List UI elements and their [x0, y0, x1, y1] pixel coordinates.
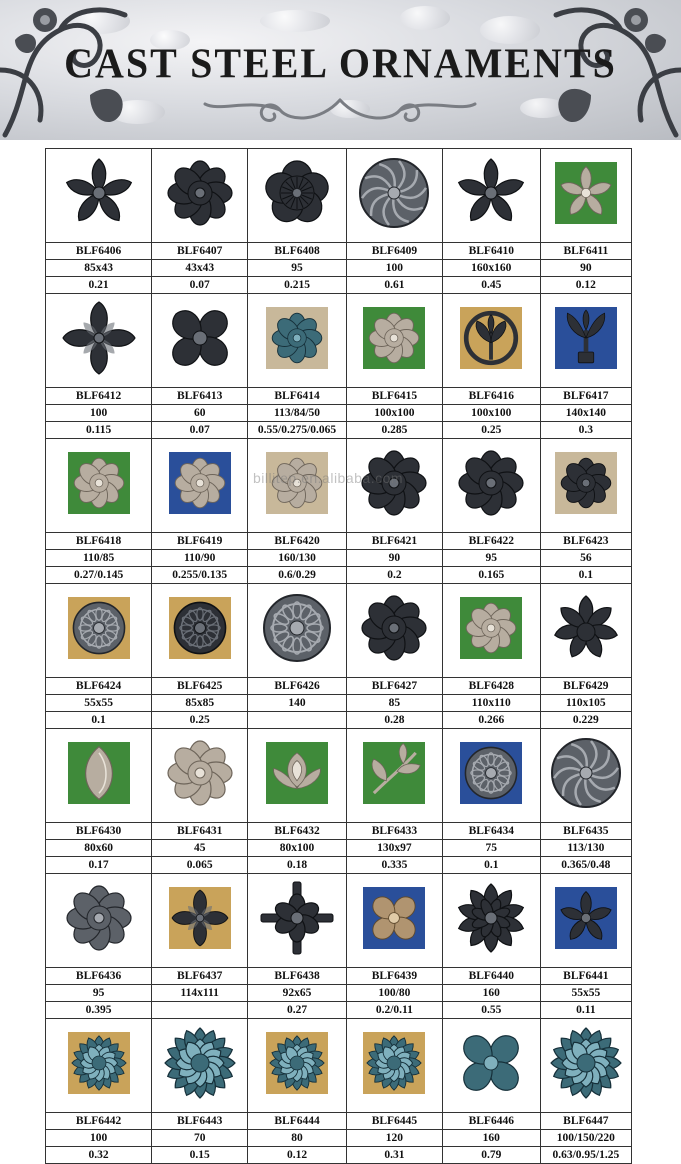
product-size: 55x55 [540, 985, 631, 1002]
four-petal-icon [363, 880, 425, 956]
code-row [46, 968, 632, 985]
product-size: 90 [346, 550, 442, 567]
product-size: 90 [540, 260, 631, 277]
product-image-cell [46, 294, 152, 388]
product-size: 110/85 [46, 550, 152, 567]
product-image-cell [248, 1019, 347, 1113]
product-code: BLF6415 [346, 388, 442, 405]
product-weight: 0.79 [442, 1147, 540, 1164]
product-size: 55x55 [46, 695, 152, 712]
product-weight: 0.365/0.48 [540, 857, 631, 874]
product-weight: 0.25 [442, 422, 540, 439]
product-image-cell [248, 294, 347, 388]
product-size: 100x100 [346, 405, 442, 422]
ring-disc-icon [169, 590, 231, 666]
product-image-cell [442, 584, 540, 678]
product-weight: 0.1 [442, 857, 540, 874]
product-weight: 0.215 [248, 277, 347, 294]
product-image-cell [248, 874, 347, 968]
product-image-cell [540, 874, 631, 968]
product-image-cell [152, 294, 248, 388]
product-code: BLF6413 [152, 388, 248, 405]
header-banner [0, 0, 681, 140]
rosette-icon [59, 878, 139, 958]
finial-icon [555, 300, 617, 376]
weight-row [46, 277, 632, 294]
product-size: 100x100 [442, 405, 540, 422]
product-code: BLF6439 [346, 968, 442, 985]
product-code: BLF6443 [152, 1113, 248, 1130]
swirl-divider-icon [200, 92, 480, 132]
product-size: 85x85 [152, 695, 248, 712]
weight-row [46, 1002, 632, 1019]
product-image-cell [540, 294, 631, 388]
product-image-cell [248, 729, 347, 823]
product-weight: 0.065 [152, 857, 248, 874]
weight-row [46, 422, 632, 439]
product-code: BLF6429 [540, 678, 631, 695]
product-code: BLF6417 [540, 388, 631, 405]
product-code: BLF6412 [46, 388, 152, 405]
product-code: BLF6419 [152, 533, 248, 550]
size-row [46, 405, 632, 422]
product-image-cell [346, 584, 442, 678]
product-weight: 0.285 [346, 422, 442, 439]
product-image-cell [46, 439, 152, 533]
product-image-cell [346, 294, 442, 388]
product-image-cell [346, 149, 442, 243]
product-code: BLF6432 [248, 823, 347, 840]
product-image-cell [540, 1019, 631, 1113]
product-code: BLF6440 [442, 968, 540, 985]
weight-row [46, 1147, 632, 1164]
rosette-icon [555, 445, 617, 521]
rosette-icon [354, 443, 434, 523]
product-weight: 0.6/0.29 [248, 567, 347, 584]
size-row [46, 695, 632, 712]
product-size: 85x43 [46, 260, 152, 277]
swirl-disc-icon [354, 153, 434, 233]
product-size: 95 [46, 985, 152, 1002]
water-drop [400, 6, 450, 30]
product-size: 110x105 [540, 695, 631, 712]
product-code: BLF6420 [248, 533, 347, 550]
image-row [46, 584, 632, 678]
product-code: BLF6418 [46, 533, 152, 550]
product-code: BLF6447 [540, 1113, 631, 1130]
product-image-cell [346, 439, 442, 533]
product-code: BLF6407 [152, 243, 248, 260]
product-code: BLF6422 [442, 533, 540, 550]
product-weight: 0.266 [442, 712, 540, 729]
product-image-cell [152, 149, 248, 243]
product-code: BLF6444 [248, 1113, 347, 1130]
product-image-cell [346, 729, 442, 823]
product-image-cell [540, 729, 631, 823]
sunflower-icon [160, 1023, 240, 1103]
weight-row [46, 712, 632, 729]
product-weight: 0.15 [152, 1147, 248, 1164]
product-weight: 0.27 [248, 1002, 347, 1019]
product-weight: 0.12 [540, 277, 631, 294]
product-size: 110/90 [152, 550, 248, 567]
product-weight: 0.395 [46, 1002, 152, 1019]
product-image-cell [152, 874, 248, 968]
product-size: 100 [46, 1130, 152, 1147]
product-size: 45 [152, 840, 248, 857]
product-size: 120 [346, 1130, 442, 1147]
product-size: 140 [248, 695, 347, 712]
product-image-cell [248, 584, 347, 678]
product-code: BLF6442 [46, 1113, 152, 1130]
product-code: BLF6435 [540, 823, 631, 840]
product-weight: 0.229 [540, 712, 631, 729]
product-code: BLF6410 [442, 243, 540, 260]
product-weight [248, 712, 347, 729]
product-table [45, 148, 632, 1164]
quatrefoil-icon [59, 298, 139, 378]
image-row [46, 1019, 632, 1113]
lotus-icon [266, 735, 328, 811]
rosette-icon [169, 445, 231, 521]
code-row [46, 243, 632, 260]
product-weight: 0.63/0.95/1.25 [540, 1147, 631, 1164]
code-row [46, 388, 632, 405]
product-size: 80x100 [248, 840, 347, 857]
product-size: 43x43 [152, 260, 248, 277]
product-size: 113/130 [540, 840, 631, 857]
five-petal-flower-icon [59, 153, 139, 233]
product-size: 100/150/220 [540, 1130, 631, 1147]
five-petal-flower-icon [555, 155, 617, 231]
product-code: BLF6441 [540, 968, 631, 985]
product-weight: 0.1 [540, 567, 631, 584]
cone-leaf-icon [68, 735, 130, 811]
product-weight: 0.3 [540, 422, 631, 439]
four-petal-icon [451, 1023, 531, 1103]
product-code: BLF6416 [442, 388, 540, 405]
product-size: 130x97 [346, 840, 442, 857]
product-image-cell [540, 149, 631, 243]
product-code: BLF6437 [152, 968, 248, 985]
product-weight: 0.61 [346, 277, 442, 294]
product-code: BLF6406 [46, 243, 152, 260]
rosette-icon [266, 300, 328, 376]
water-drop [260, 10, 330, 32]
product-image-cell [346, 1019, 442, 1113]
four-petal-icon [160, 298, 240, 378]
product-weight: 0.21 [46, 277, 152, 294]
product-weight: 0.07 [152, 277, 248, 294]
product-size: 160 [442, 985, 540, 1002]
product-weight: 0.32 [46, 1147, 152, 1164]
product-code: BLF6409 [346, 243, 442, 260]
product-size: 160x160 [442, 260, 540, 277]
rosette-icon [460, 590, 522, 666]
rosette-icon [266, 445, 328, 521]
product-size: 140x140 [540, 405, 631, 422]
size-row [46, 985, 632, 1002]
rosette-icon [354, 588, 434, 668]
rosette-icon [160, 153, 240, 233]
product-size: 70 [152, 1130, 248, 1147]
product-image-cell [540, 584, 631, 678]
sunflower-icon [266, 1025, 328, 1101]
ring-disc-icon [257, 588, 337, 668]
code-row [46, 823, 632, 840]
product-size: 100 [346, 260, 442, 277]
image-row [46, 729, 632, 823]
weight-row [46, 567, 632, 584]
quatrefoil-icon [169, 880, 231, 956]
product-weight: 0.55/0.275/0.065 [248, 422, 347, 439]
product-weight: 0.335 [346, 857, 442, 874]
product-image-cell [152, 1019, 248, 1113]
product-weight: 0.1 [46, 712, 152, 729]
product-code: BLF6414 [248, 388, 347, 405]
code-row [46, 1113, 632, 1130]
product-image-cell [152, 729, 248, 823]
leaf-branch-icon [363, 735, 425, 811]
five-petal-flower-icon [451, 153, 531, 233]
product-code: BLF6445 [346, 1113, 442, 1130]
product-size: 85 [346, 695, 442, 712]
rosette-icon [160, 733, 240, 813]
product-weight: 0.11 [540, 1002, 631, 1019]
image-row [46, 149, 632, 243]
product-size: 110x110 [442, 695, 540, 712]
product-image-cell [346, 874, 442, 968]
ring-disc-icon [68, 590, 130, 666]
size-row [46, 260, 632, 277]
product-weight: 0.12 [248, 1147, 347, 1164]
image-row [46, 439, 632, 533]
product-image-cell [442, 149, 540, 243]
product-size: 92x65 [248, 985, 347, 1002]
cross-flower-icon [257, 878, 337, 958]
product-code: BLF6433 [346, 823, 442, 840]
product-weight: 0.31 [346, 1147, 442, 1164]
product-image-cell [46, 584, 152, 678]
rosette-icon [451, 443, 531, 523]
product-image-cell [46, 729, 152, 823]
product-code: BLF6411 [540, 243, 631, 260]
product-image-cell [46, 149, 152, 243]
product-image-cell [46, 1019, 152, 1113]
product-code: BLF6408 [248, 243, 347, 260]
product-weight: 0.28 [346, 712, 442, 729]
product-code: BLF6425 [152, 678, 248, 695]
product-size: 100 [46, 405, 152, 422]
product-code: BLF6434 [442, 823, 540, 840]
image-row [46, 294, 632, 388]
product-size: 160 [442, 1130, 540, 1147]
five-petal-flower-icon [555, 880, 617, 956]
product-weight: 0.55 [442, 1002, 540, 1019]
product-size: 56 [540, 550, 631, 567]
swirl-disc-icon [546, 733, 626, 813]
product-weight: 0.18 [248, 857, 347, 874]
product-size: 80x60 [46, 840, 152, 857]
product-code: BLF6426 [248, 678, 347, 695]
star-flower-icon [451, 878, 531, 958]
product-weight: 0.45 [442, 277, 540, 294]
product-image-cell [442, 874, 540, 968]
watermark: billitep.en.alibaba.com [253, 470, 404, 486]
product-image-cell [540, 439, 631, 533]
product-size: 60 [152, 405, 248, 422]
size-row [46, 840, 632, 857]
product-image-cell [442, 1019, 540, 1113]
product-image-cell [442, 729, 540, 823]
product-image-cell [248, 439, 347, 533]
product-code: BLF6431 [152, 823, 248, 840]
product-code: BLF6428 [442, 678, 540, 695]
product-size: 100/80 [346, 985, 442, 1002]
weight-row [46, 857, 632, 874]
product-image-cell [152, 584, 248, 678]
product-code: BLF6446 [442, 1113, 540, 1130]
product-weight: 0.17 [46, 857, 152, 874]
product-code: BLF6430 [46, 823, 152, 840]
product-code: BLF6436 [46, 968, 152, 985]
product-weight: 0.165 [442, 567, 540, 584]
size-row [46, 1130, 632, 1147]
ring-disc-icon [460, 735, 522, 811]
rosette-icon [68, 445, 130, 521]
ribbed-rosette-icon [257, 153, 337, 233]
sunflower-icon [363, 1025, 425, 1101]
product-code: BLF6421 [346, 533, 442, 550]
product-image-cell [46, 874, 152, 968]
product-size: 114x111 [152, 985, 248, 1002]
page-title: CAST STEEL ORNAMENTS [64, 39, 617, 88]
product-image-cell [152, 439, 248, 533]
product-weight: 0.27/0.145 [46, 567, 152, 584]
product-image-cell [248, 149, 347, 243]
product-code: BLF6438 [248, 968, 347, 985]
product-weight: 0.2/0.11 [346, 1002, 442, 1019]
product-code: BLF6424 [46, 678, 152, 695]
product-image-cell [442, 294, 540, 388]
code-row [46, 533, 632, 550]
product-weight: 0.07 [152, 422, 248, 439]
product-weight [152, 1002, 248, 1019]
size-row [46, 550, 632, 567]
product-code: BLF6427 [346, 678, 442, 695]
product-code: BLF6423 [540, 533, 631, 550]
sunflower-icon [546, 1023, 626, 1103]
product-weight: 0.2 [346, 567, 442, 584]
product-weight: 0.115 [46, 422, 152, 439]
sunflower-icon [68, 1025, 130, 1101]
product-size: 160/130 [248, 550, 347, 567]
product-size: 75 [442, 840, 540, 857]
code-row [46, 678, 632, 695]
lily-icon [546, 588, 626, 668]
product-size: 113/84/50 [248, 405, 347, 422]
product-size: 80 [248, 1130, 347, 1147]
product-weight: 0.25 [152, 712, 248, 729]
image-row [46, 874, 632, 968]
product-weight: 0.255/0.135 [152, 567, 248, 584]
product-size: 95 [248, 260, 347, 277]
product-image-cell [442, 439, 540, 533]
product-size: 95 [442, 550, 540, 567]
leaf-ring-icon [460, 300, 522, 376]
rosette-icon [363, 300, 425, 376]
